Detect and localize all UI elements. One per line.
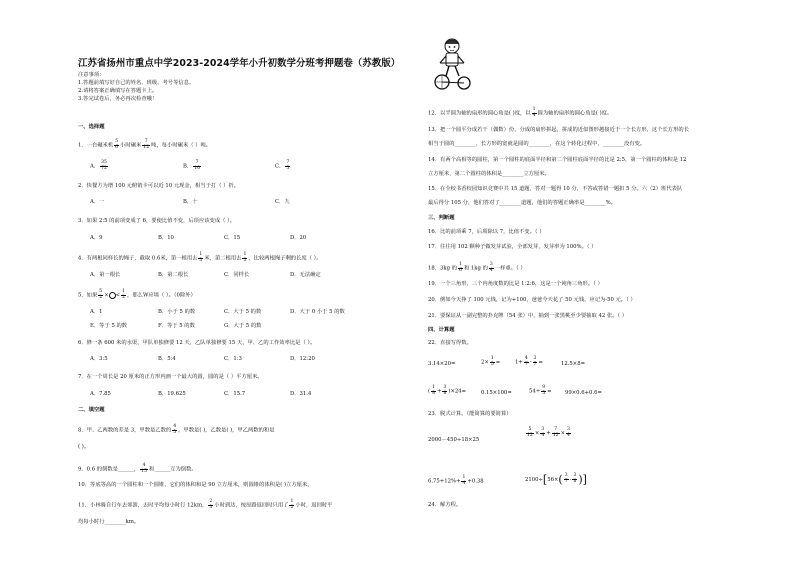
question-5-option: A．1 [90,309,103,315]
question-3-option: C．15 [224,235,241,241]
question-14-cont: 立方厘米，第二个圆柱的体积是________立方厘米。 [428,171,550,177]
question-5-option: E．等于 5 的数 [90,323,128,329]
question-21: 21．要保证从一副完整的扑克牌（54 张）中，抽到一张黑桃至少要抽取 42 张。（ ） [428,313,628,319]
section-calc-heading: 四、计算题 [428,327,455,333]
question-13-cont: 相当于圆的________，长方形的宽就是圆的________，在这个转化过程中，________没有变。 [428,141,646,147]
question-7-option: C．15.7 [224,391,246,397]
question-6-option: B．5:4 [158,356,176,362]
question-1: 1．一台碾米机 $\frac{5}{6}$ 小时碾米 $\frac{7}{12}$ 吨，每小时碾米（ ）吨。 [78,139,212,150]
section-fill-heading: 二、填空题 [78,407,105,413]
note-item: 3.答完试卷后，务必再次检查哦！ [78,96,158,102]
question-2-option: A．一 [90,199,105,205]
question-1-option-c: C． $\frac{7}{5}$ [275,160,290,171]
expression-1: 2000－450÷18×25 [428,437,480,443]
question-18: 18．3kg 的 $\frac{1}{6}$ 和 1kg 的 $\frac{3}{4}$ 一样重。（ ） [428,262,526,273]
notes-heading: 注意事项： [78,72,105,78]
question-6: 6．修一条 600 米的水渠，甲队单独修要 12 天，乙队单独修要 15 天，甲、乙的工作效率比是（ ）。 [78,340,316,346]
question-13: 13．把一个圆平分成若干（偶数）份，分成的扇形拼起，拼成的近似图形越接近于一个长方形，这个长方形的长 [428,127,689,133]
question-1-option-a: A． $\frac{35}{72}$ [90,160,107,171]
question-15: 15．在全校书香校园知识竞赛中共 15 道题，答对一题得 10 分，不答或答错一题扣 5 分。六（2）班代表队 [428,186,683,192]
question-4: 4．有两根同样长的绳子，截取 0.6米，第一根用去 $\frac{1}{3}$ 米，第二根用去 $\frac{1}{3}$ ，比较两根绳子剩的长度（ ）。 [78,252,322,263]
calc-item: 2× $\frac{1}{5}$ = [481,356,501,367]
question-5-option: G．大于 5 的数 [224,323,262,329]
question-4-option: B．第二根长 [158,272,189,278]
question-8: 8．甲、乙两数的差是 3，甲数是乙数的 $\frac{4}{5}$ ，甲数是( )，乙数是( )，甲乙两数的和是 [78,424,275,435]
question-5-option: C．大于 5 的数 [224,309,262,315]
question-22: 22．直接写得数。 [428,340,472,346]
calc-item: 0.15×100= [481,390,512,396]
question-14: 14．有两个高相等的圆柱，第一个圆柱的底面半径和第二个圆柱底面半径的比是 2:5，第一个圆柱的体积是 12 [428,157,687,163]
question-7-option: A．7.85 [90,391,111,397]
question-3-option: A．9 [90,235,103,241]
question-11: 11．小林骑自行车去郊游，去时平均每小时行 12km， $\frac{2}{3}$ 小时到达，按原路返回时只用了 $\frac{1}{2}$ 小时，返回时平 [78,499,333,510]
question-2-option: B．十 [183,199,198,205]
question-12: 12．以半圆为轴的扇形的圆心角是( )度，以 $\frac{1}{4}$ 圆为轴的扇形的圆心角是( )度。 [428,107,613,118]
question-20: 20．例如今天挣了 100 元钱，记为+100，爸爸今天花了 50 元钱，应记为-50 元。（ ） [428,297,636,303]
question-11-cont: 均每小时行________km。 [78,519,140,525]
question-10: 10．等底等高的一个圆柱和一个圆锥，它们的体积和是 90 立方厘米，则圆锥的体积是( )立方厘米， [78,482,313,488]
question-5: 5．如果 $\frac{5}{2}$ × < $\frac{1}{2}$ ，那么W应填（ ）。（0除外） [78,289,196,300]
question-3-option: B．10 [158,235,174,241]
expression-3: 6.75+12%+ $\frac{1}{4}$ +0.38 [428,475,484,486]
boy-on-bike-illustration [432,36,474,92]
question-7: 7．在一个周长是 20 厘米的正方形内画一个最大的圆，圆的是（ ）平方厘米。 [78,374,263,380]
question-17: 17．往往用 102 颗种子做发芽试验，全部发芽，发芽率为 100%。（ ） [428,244,597,250]
question-8-cont: ( )。 [78,444,90,450]
question-16: 16．比的前项乘 7，后项除以 7，比值不变。（ ） [428,229,545,235]
question-3-option: D．20 [290,235,307,241]
note-item: 1.答题前填写好自己的姓名、班级、考号等信息。 [78,80,195,86]
question-6-option: C．1:3 [224,356,242,362]
question-4-option: A．第一根长 [90,272,121,278]
calc-item: 54÷ $\frac{9}{5}$ = [529,385,552,396]
question-9: 9．0.6 的倒数是______， $\frac{4}{15}$ 和______互为倒数。 [78,463,197,474]
calc-item: 99×0.6+0.6= [565,390,602,396]
page-title: 江苏省扬州市重点中学2023-2024学年小升初数学分班考押题卷（苏教版） [78,58,401,69]
question-5-option: B．小于 5 的数 [158,309,196,315]
expression-2: $\frac{5}{12}$ × $\frac{3}{4}$ + $\frac{7}{12}$ × $\frac{3}{4}$ [527,427,570,438]
question-23: 23．脱式计算。（能简算的要简算） [428,411,512,417]
blank-circle-icon [109,292,116,299]
question-15-cont: 最后得分 105 分，他们答对了________道题，他们的答题正确率是________%。 [428,200,617,206]
question-4-option: D．无法确定 [290,272,321,278]
question-7-option: B．19.625 [158,391,186,397]
note-item: 2.请将答案正确填写在答题卡上。 [78,88,158,94]
question-7-option: D．31.4 [290,391,312,397]
question-2-option: C．九 [275,199,290,205]
calc-item: 1+ $\frac{4}{7}$ - $\frac{3}{7}$ = [515,356,543,367]
section-judge-heading: 三、判断题 [428,215,455,221]
question-6-option: D．12:20 [290,356,315,362]
question-24: 24．解方程。 [428,502,462,508]
question-1-option-b: B． $\frac{7}{10}$ [183,160,201,171]
question-5-option: F．等于 5 的数 [158,323,195,329]
question-5-option: D．大于 0 小于 5 的数 [290,309,345,315]
calc-item: 12.5×8= [561,361,586,367]
expression-4: 2100÷[56×( $\frac{3}{7}$ - $\frac{3}{8}$ )] [525,473,587,486]
question-2: 2．快餐方为增 100 元俯销卡可以近 10 元现金，相当于打（ ）折。 [78,183,240,189]
question-6-option: A．3:5 [90,356,108,362]
question-4-option: C．同样长 [224,272,250,278]
calc-item: ( $\frac{1}{8}$ + $\frac{3}{8}$ )×24= [428,385,467,396]
question-3: 3．如果 2:5 的前项变成了 6，要使比值不变，后项应该变成（ ）。 [78,218,236,224]
question-19: 19．一个三角形，三个内角度数的比是 1:2:6，这是一个钝角三角形。（ ） [428,281,603,287]
calc-item: 3.14×20= [428,361,456,367]
section-choice-heading: 一、选择题 [78,124,105,130]
